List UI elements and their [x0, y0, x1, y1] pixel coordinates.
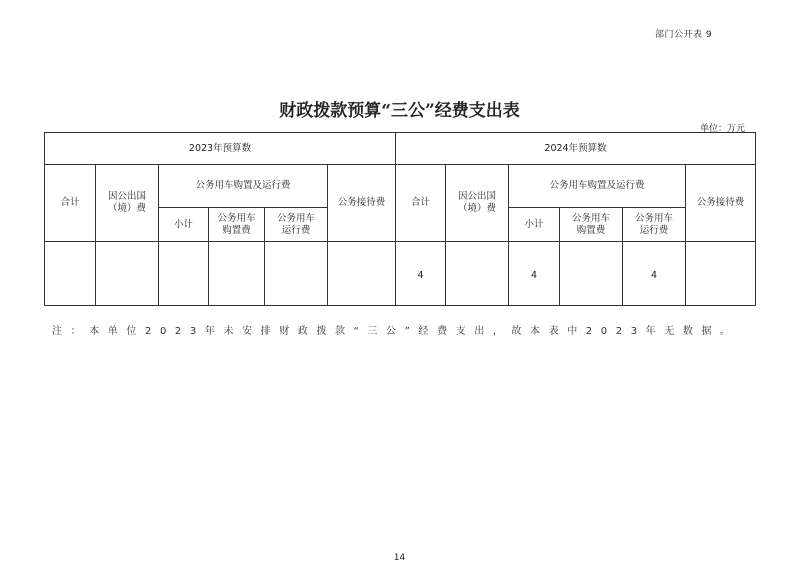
- page-number: 14: [393, 553, 406, 563]
- header-reception-2023: 公务接待费: [328, 165, 396, 242]
- cell-2023-vehicle-purchase: [209, 242, 265, 306]
- budget-table: [44, 132, 756, 306]
- header-overseas-2023: 因公出国 （境）费: [96, 165, 159, 242]
- header-2024-budget: 2024年预算数: [396, 133, 756, 165]
- unit-label: 单位：万元: [700, 124, 746, 134]
- header-subtotal-2023: 小计: [159, 208, 209, 242]
- header-vehicle-group-2024: 公务用车购置及运行费: [509, 165, 686, 208]
- table-note: 注：本单位2023年未安排财政拨款“三公”经费支出，故本表中2023年无数据。: [52, 326, 739, 337]
- header-reception-2024: 公务接待费: [686, 165, 756, 242]
- cell-2023-vehicle-operation: [265, 242, 328, 306]
- page-tag: 部门公开表 9: [655, 30, 713, 40]
- cell-2024-vehicle-purchase: [560, 242, 623, 306]
- header-vehicle-purchase-2024: 公务用车 购置费: [560, 208, 623, 242]
- page-title: 财政拨款预算“三公”经费支出表: [279, 101, 520, 121]
- cell-2024-reception: [686, 242, 756, 306]
- header-overseas-2024: 因公出国 （境）费: [446, 165, 509, 242]
- cell-2024-vehicle-operation: 4: [623, 242, 686, 306]
- cell-2024-total: 4: [396, 242, 446, 306]
- header-vehicle-operation-2024: 公务用车 运行费: [623, 208, 686, 242]
- header-vehicle-group-2023: 公务用车购置及运行费: [159, 165, 328, 208]
- header-subtotal-2024: 小计: [509, 208, 560, 242]
- cell-2023-subtotal: [159, 242, 209, 306]
- header-total-2024: 合计: [396, 165, 446, 242]
- cell-2023-overseas: [96, 242, 159, 306]
- cell-2024-overseas: [446, 242, 509, 306]
- header-total-2023: 合计: [45, 165, 96, 242]
- cell-2024-subtotal: 4: [509, 242, 560, 306]
- header-2023-budget: 2023年预算数: [45, 133, 396, 165]
- header-vehicle-purchase-2023: 公务用车 购置费: [209, 208, 265, 242]
- cell-2023-reception: [328, 242, 396, 306]
- header-vehicle-operation-2023: 公务用车 运行费: [265, 208, 328, 242]
- cell-2023-total: [45, 242, 96, 306]
